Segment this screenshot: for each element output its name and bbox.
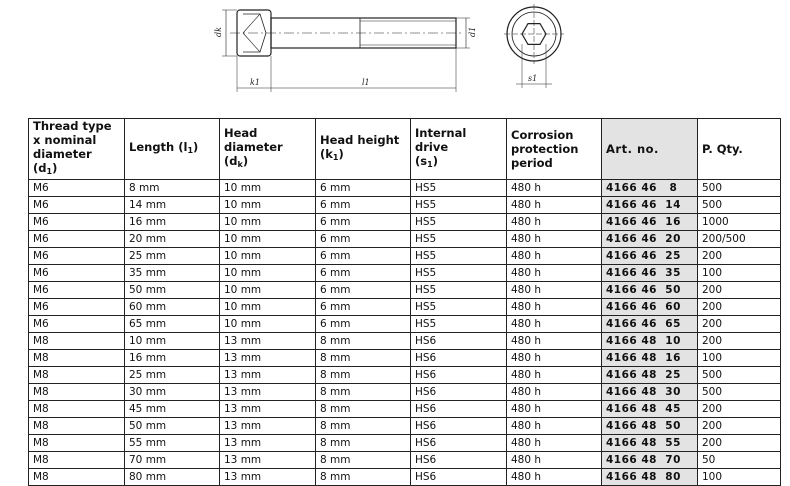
table-row <box>29 418 781 435</box>
cell-length: 25 mm <box>125 248 220 265</box>
cell-corrosion: 480 h <box>507 197 602 214</box>
cell-length: 30 mm <box>125 384 220 401</box>
table-row <box>29 282 781 299</box>
cell-drive: HS5 <box>411 180 507 197</box>
cell-drive: HS6 <box>411 350 507 367</box>
cell-head_d: 10 mm <box>220 316 316 333</box>
cell-art: 4166 46 16 <box>602 214 698 231</box>
cell-thread: M6 <box>29 299 125 316</box>
cell-corrosion: 480 h <box>507 418 602 435</box>
cell-head_h: 8 mm <box>316 333 411 350</box>
cell-drive: HS5 <box>411 231 507 248</box>
cell-head_d: 13 mm <box>220 452 316 469</box>
cell-qty: 1000 <box>698 214 781 231</box>
header-text: x nominal <box>33 133 97 147</box>
cell-qty: 500 <box>698 180 781 197</box>
cell-head_h: 6 mm <box>316 248 411 265</box>
cell-thread: M6 <box>29 265 125 282</box>
cell-head_d: 10 mm <box>220 197 316 214</box>
cell-head_d: 10 mm <box>220 248 316 265</box>
cell-corrosion: 480 h <box>507 350 602 367</box>
cell-length: 8 mm <box>125 180 220 197</box>
cell-thread: M6 <box>29 316 125 333</box>
cell-length: 16 mm <box>125 350 220 367</box>
cell-head_h: 6 mm <box>316 265 411 282</box>
table-row <box>29 333 781 350</box>
cell-corrosion: 480 h <box>507 299 602 316</box>
cell-drive: HS6 <box>411 452 507 469</box>
cell-qty: 200 <box>698 418 781 435</box>
header-text: (k <box>320 147 333 161</box>
cell-qty: 500 <box>698 384 781 401</box>
cell-thread: M8 <box>29 435 125 452</box>
screw-technical-drawing <box>0 0 790 110</box>
header-text: period <box>511 156 553 170</box>
cell-art: 4166 46 50 <box>602 282 698 299</box>
cell-head_h: 8 mm <box>316 452 411 469</box>
table-header-row <box>29 119 781 180</box>
cell-head_h: 8 mm <box>316 401 411 418</box>
header-tail: ) <box>432 154 438 168</box>
product-table <box>28 118 781 486</box>
cell-length: 25 mm <box>125 367 220 384</box>
column-header-qty <box>698 119 781 180</box>
cell-head_h: 8 mm <box>316 469 411 486</box>
cell-qty: 200 <box>698 435 781 452</box>
cell-head_d: 13 mm <box>220 333 316 350</box>
table-row <box>29 197 781 214</box>
cell-corrosion: 480 h <box>507 231 602 248</box>
cell-drive: HS6 <box>411 435 507 452</box>
column-header-thread <box>29 119 125 180</box>
cell-thread: M6 <box>29 197 125 214</box>
cell-thread: M6 <box>29 231 125 248</box>
cell-head_h: 6 mm <box>316 282 411 299</box>
cell-drive: HS6 <box>411 401 507 418</box>
cell-drive: HS5 <box>411 197 507 214</box>
cell-head_d: 10 mm <box>220 214 316 231</box>
cell-art: 4166 48 70 <box>602 452 698 469</box>
header-tail: ) <box>242 154 249 168</box>
cell-art: 4166 48 55 <box>602 435 698 452</box>
table-row <box>29 469 781 486</box>
cell-corrosion: 480 h <box>507 367 602 384</box>
cell-qty: 200/500 <box>698 231 781 248</box>
cell-head_d: 13 mm <box>220 350 316 367</box>
cell-drive: HS6 <box>411 367 507 384</box>
cell-corrosion: 480 h <box>507 401 602 418</box>
cell-art: 4166 48 16 <box>602 350 698 367</box>
cell-head_d: 13 mm <box>220 367 316 384</box>
table-row <box>29 299 781 316</box>
cell-corrosion: 480 h <box>507 435 602 452</box>
cell-art: 4166 48 10 <box>602 333 698 350</box>
table-row <box>29 384 781 401</box>
cell-head_h: 6 mm <box>316 197 411 214</box>
cell-head_d: 13 mm <box>220 435 316 452</box>
cell-length: 35 mm <box>125 265 220 282</box>
l1-label: l1 <box>362 78 370 87</box>
cell-length: 70 mm <box>125 452 220 469</box>
cell-thread: M8 <box>29 333 125 350</box>
cell-head_h: 8 mm <box>316 350 411 367</box>
cell-head_d: 10 mm <box>220 299 316 316</box>
cell-qty: 500 <box>698 367 781 384</box>
column-header-art <box>602 119 698 180</box>
cell-head_h: 6 mm <box>316 214 411 231</box>
cell-corrosion: 480 h <box>507 469 602 486</box>
cell-corrosion: 480 h <box>507 333 602 350</box>
header-tail: ) <box>338 147 344 161</box>
cell-art: 4166 48 50 <box>602 418 698 435</box>
cell-head_h: 8 mm <box>316 418 411 435</box>
column-header-head_d <box>220 119 316 180</box>
header-text: (s <box>415 154 428 168</box>
cell-head_d: 13 mm <box>220 418 316 435</box>
cell-thread: M8 <box>29 384 125 401</box>
cell-thread: M6 <box>29 180 125 197</box>
cell-art: 4166 46 20 <box>602 231 698 248</box>
cell-thread: M8 <box>29 350 125 367</box>
table-row <box>29 231 781 248</box>
cell-corrosion: 480 h <box>507 384 602 401</box>
cell-qty: 100 <box>698 350 781 367</box>
cell-qty: 200 <box>698 401 781 418</box>
cell-length: 10 mm <box>125 333 220 350</box>
cell-qty: 100 <box>698 265 781 282</box>
table-row <box>29 180 781 197</box>
cell-drive: HS6 <box>411 469 507 486</box>
cell-qty: 200 <box>698 316 781 333</box>
cell-length: 80 mm <box>125 469 220 486</box>
cell-qty: 100 <box>698 469 781 486</box>
table-row <box>29 401 781 418</box>
cell-art: 4166 48 45 <box>602 401 698 418</box>
cell-length: 60 mm <box>125 299 220 316</box>
cell-thread: M6 <box>29 282 125 299</box>
cell-head_h: 8 mm <box>316 435 411 452</box>
cell-length: 50 mm <box>125 282 220 299</box>
cell-thread: M8 <box>29 418 125 435</box>
cell-head_h: 6 mm <box>316 231 411 248</box>
cell-thread: M8 <box>29 452 125 469</box>
cell-drive: HS6 <box>411 384 507 401</box>
cell-head_h: 6 mm <box>316 180 411 197</box>
cell-thread: M6 <box>29 214 125 231</box>
table-row <box>29 367 781 384</box>
cell-length: 55 mm <box>125 435 220 452</box>
cell-head_d: 13 mm <box>220 401 316 418</box>
cell-art: 4166 46 35 <box>602 265 698 282</box>
header-text: protection <box>511 142 579 156</box>
column-header-corrosion <box>507 119 602 180</box>
cell-head_h: 8 mm <box>316 384 411 401</box>
cell-drive: HS5 <box>411 299 507 316</box>
header-tail: ) <box>193 140 199 154</box>
cell-art: 4166 46 25 <box>602 248 698 265</box>
cell-head_h: 6 mm <box>316 299 411 316</box>
header-subscript: 1 <box>187 146 194 155</box>
cell-head_d: 10 mm <box>220 265 316 282</box>
d1-label: d1 <box>468 26 477 37</box>
cell-qty: 200 <box>698 299 781 316</box>
column-header-length <box>125 119 220 180</box>
cell-drive: HS5 <box>411 248 507 265</box>
cell-drive: HS5 <box>411 316 507 333</box>
cell-thread: M6 <box>29 248 125 265</box>
cell-thread: M8 <box>29 469 125 486</box>
cell-length: 50 mm <box>125 418 220 435</box>
cell-length: 20 mm <box>125 231 220 248</box>
cell-corrosion: 480 h <box>507 248 602 265</box>
header-text: P. Qty. <box>702 142 743 156</box>
table-row <box>29 248 781 265</box>
column-header-head_h <box>316 119 411 180</box>
header-text: Head diameter <box>224 126 283 154</box>
cell-length: 45 mm <box>125 401 220 418</box>
header-tail: ) <box>52 161 58 175</box>
cell-drive: HS5 <box>411 282 507 299</box>
header-text: Art. no. <box>606 142 659 156</box>
cell-qty: 50 <box>698 452 781 469</box>
cell-qty: 200 <box>698 248 781 265</box>
table-row <box>29 435 781 452</box>
cell-length: 65 mm <box>125 316 220 333</box>
header-subscript: 1 <box>427 160 433 169</box>
cell-drive: HS6 <box>411 333 507 350</box>
cell-corrosion: 480 h <box>507 316 602 333</box>
cell-corrosion: 480 h <box>507 265 602 282</box>
cell-thread: M8 <box>29 367 125 384</box>
dk-label: dk <box>214 27 223 37</box>
cell-art: 4166 46 65 <box>602 316 698 333</box>
cell-art: 4166 46 14 <box>602 197 698 214</box>
cell-art: 4166 48 80 <box>602 469 698 486</box>
header-text: (d <box>224 154 238 168</box>
cell-head_d: 10 mm <box>220 180 316 197</box>
cell-length: 16 mm <box>125 214 220 231</box>
table-body <box>29 180 781 486</box>
cell-corrosion: 480 h <box>507 452 602 469</box>
cell-corrosion: 480 h <box>507 180 602 197</box>
cell-qty: 200 <box>698 333 781 350</box>
cell-head_d: 10 mm <box>220 231 316 248</box>
cell-length: 14 mm <box>125 197 220 214</box>
header-text: Head height <box>320 133 400 147</box>
cell-drive: HS5 <box>411 214 507 231</box>
table-row <box>29 452 781 469</box>
cell-art: 4166 46 60 <box>602 299 698 316</box>
cell-qty: 200 <box>698 282 781 299</box>
header-subscript: 1 <box>332 153 339 162</box>
header-text: Internal drive <box>415 126 467 154</box>
header-text: diameter (d <box>33 147 92 175</box>
cell-head_d: 13 mm <box>220 469 316 486</box>
column-header-drive <box>411 119 507 180</box>
cell-head_h: 6 mm <box>316 316 411 333</box>
cell-art: 4166 46 8 <box>602 180 698 197</box>
cell-head_h: 8 mm <box>316 367 411 384</box>
header-subscript: 1 <box>46 167 53 176</box>
table-row <box>29 214 781 231</box>
cell-head_d: 13 mm <box>220 384 316 401</box>
cell-drive: HS5 <box>411 265 507 282</box>
k1-label: k1 <box>250 78 260 87</box>
table-row <box>29 316 781 333</box>
header-text: Thread type <box>33 119 112 133</box>
cell-art: 4166 48 25 <box>602 367 698 384</box>
cell-art: 4166 48 30 <box>602 384 698 401</box>
s1-label: s1 <box>528 74 538 83</box>
cell-drive: HS6 <box>411 418 507 435</box>
header-subscript: k <box>237 160 243 169</box>
cell-head_d: 10 mm <box>220 282 316 299</box>
header-text: Corrosion <box>511 128 574 142</box>
cell-qty: 500 <box>698 197 781 214</box>
table-row <box>29 350 781 367</box>
cell-thread: M8 <box>29 401 125 418</box>
table-row <box>29 265 781 282</box>
cell-corrosion: 480 h <box>507 214 602 231</box>
header-text: Length (l <box>129 140 188 154</box>
cell-corrosion: 480 h <box>507 282 602 299</box>
